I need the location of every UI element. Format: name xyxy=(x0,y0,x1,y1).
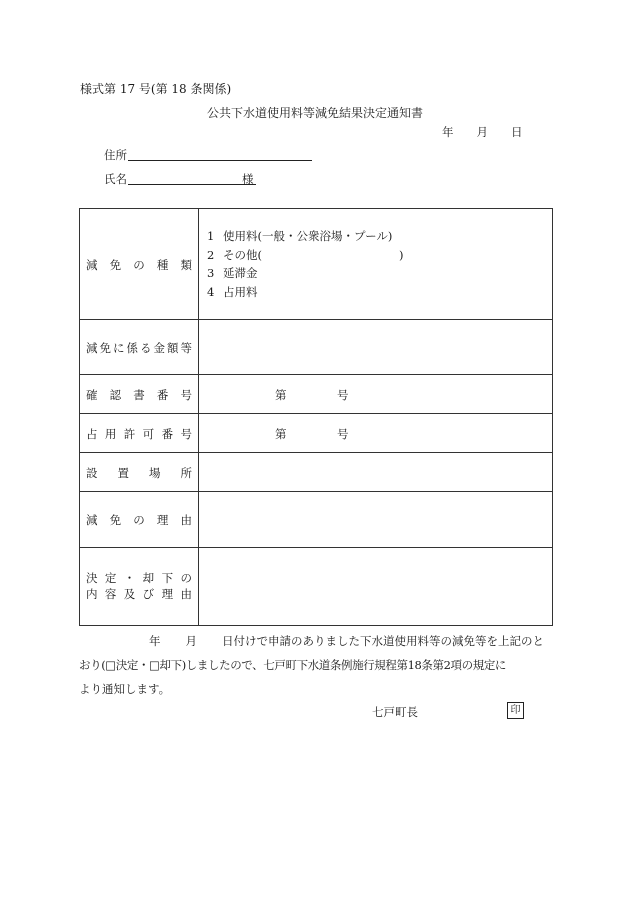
table-row-confirm xyxy=(80,375,553,414)
confirm-go: 号 xyxy=(337,388,349,402)
label-reduction-reason: 減 免 の 理 由 xyxy=(86,513,192,527)
name-underline xyxy=(128,184,256,185)
body-line-2: おり(□決定・□却下)しましたので、七戸町下水道条例施行規程第18条第2項の規定に xyxy=(79,658,507,672)
mayor-title: 七戸町長 xyxy=(372,705,418,719)
table-row-location xyxy=(80,453,553,492)
body-line-3: より通知します。 xyxy=(79,682,171,696)
table-row-reason xyxy=(80,492,553,548)
form-number: 様式第 17 号(第 18 条関係) xyxy=(80,82,232,96)
body-year: 年 xyxy=(149,634,161,648)
amount-value xyxy=(199,320,553,375)
reason-value xyxy=(199,492,553,548)
table-row-decision xyxy=(80,548,553,626)
address-underline xyxy=(128,160,312,161)
permit-go: 号 xyxy=(337,427,349,441)
label-permit-number: 占 用 許 可 番 号 xyxy=(86,427,192,441)
confirm-dai: 第 xyxy=(275,388,287,402)
address-label: 住所 xyxy=(104,148,127,162)
body-line-1 xyxy=(79,633,544,649)
body-text-1: 日付けで申請のありました下水道使用料等の減免等を上記のと xyxy=(222,634,544,648)
list-item: 2 その他( ) xyxy=(207,247,404,262)
location-value xyxy=(199,453,553,492)
list-item: 1 使用料(一般・公衆浴場・プール) xyxy=(207,229,393,243)
table-row-amount xyxy=(80,320,553,375)
document-title: 公共下水道使用料等減免結果決定通知書 xyxy=(206,106,423,120)
date-line xyxy=(442,124,523,140)
date-month: 月 xyxy=(476,125,488,139)
label-reduction-type: 減 免 の 種 類 xyxy=(86,258,192,272)
label-reduction-amount: 減 免 に 係 る 金 額 等 xyxy=(86,341,192,355)
date-year: 年 xyxy=(442,125,454,139)
table-row-type xyxy=(80,209,553,320)
label-location: 設 置 場 所 xyxy=(86,466,192,480)
list-item: 3 延滞金 xyxy=(207,266,258,280)
table-row-permit xyxy=(80,414,553,453)
list-item: 4 占用料 xyxy=(207,284,258,299)
honorific: 様 xyxy=(242,172,254,186)
label-decision: 決 定 ・ 却 下 の 内 容 及 び 理 由 xyxy=(86,571,192,601)
permit-dai: 第 xyxy=(275,427,287,441)
name-label: 氏名 xyxy=(104,172,127,186)
reduction-type-list xyxy=(207,227,404,301)
label-confirmation-number: 確 認 書 番 号 xyxy=(86,388,192,402)
reduction-table xyxy=(79,208,553,626)
seal-mark: 印 xyxy=(507,702,524,719)
date-day: 日 xyxy=(511,125,523,139)
decision-value xyxy=(199,548,553,626)
body-month: 月 xyxy=(185,634,197,648)
